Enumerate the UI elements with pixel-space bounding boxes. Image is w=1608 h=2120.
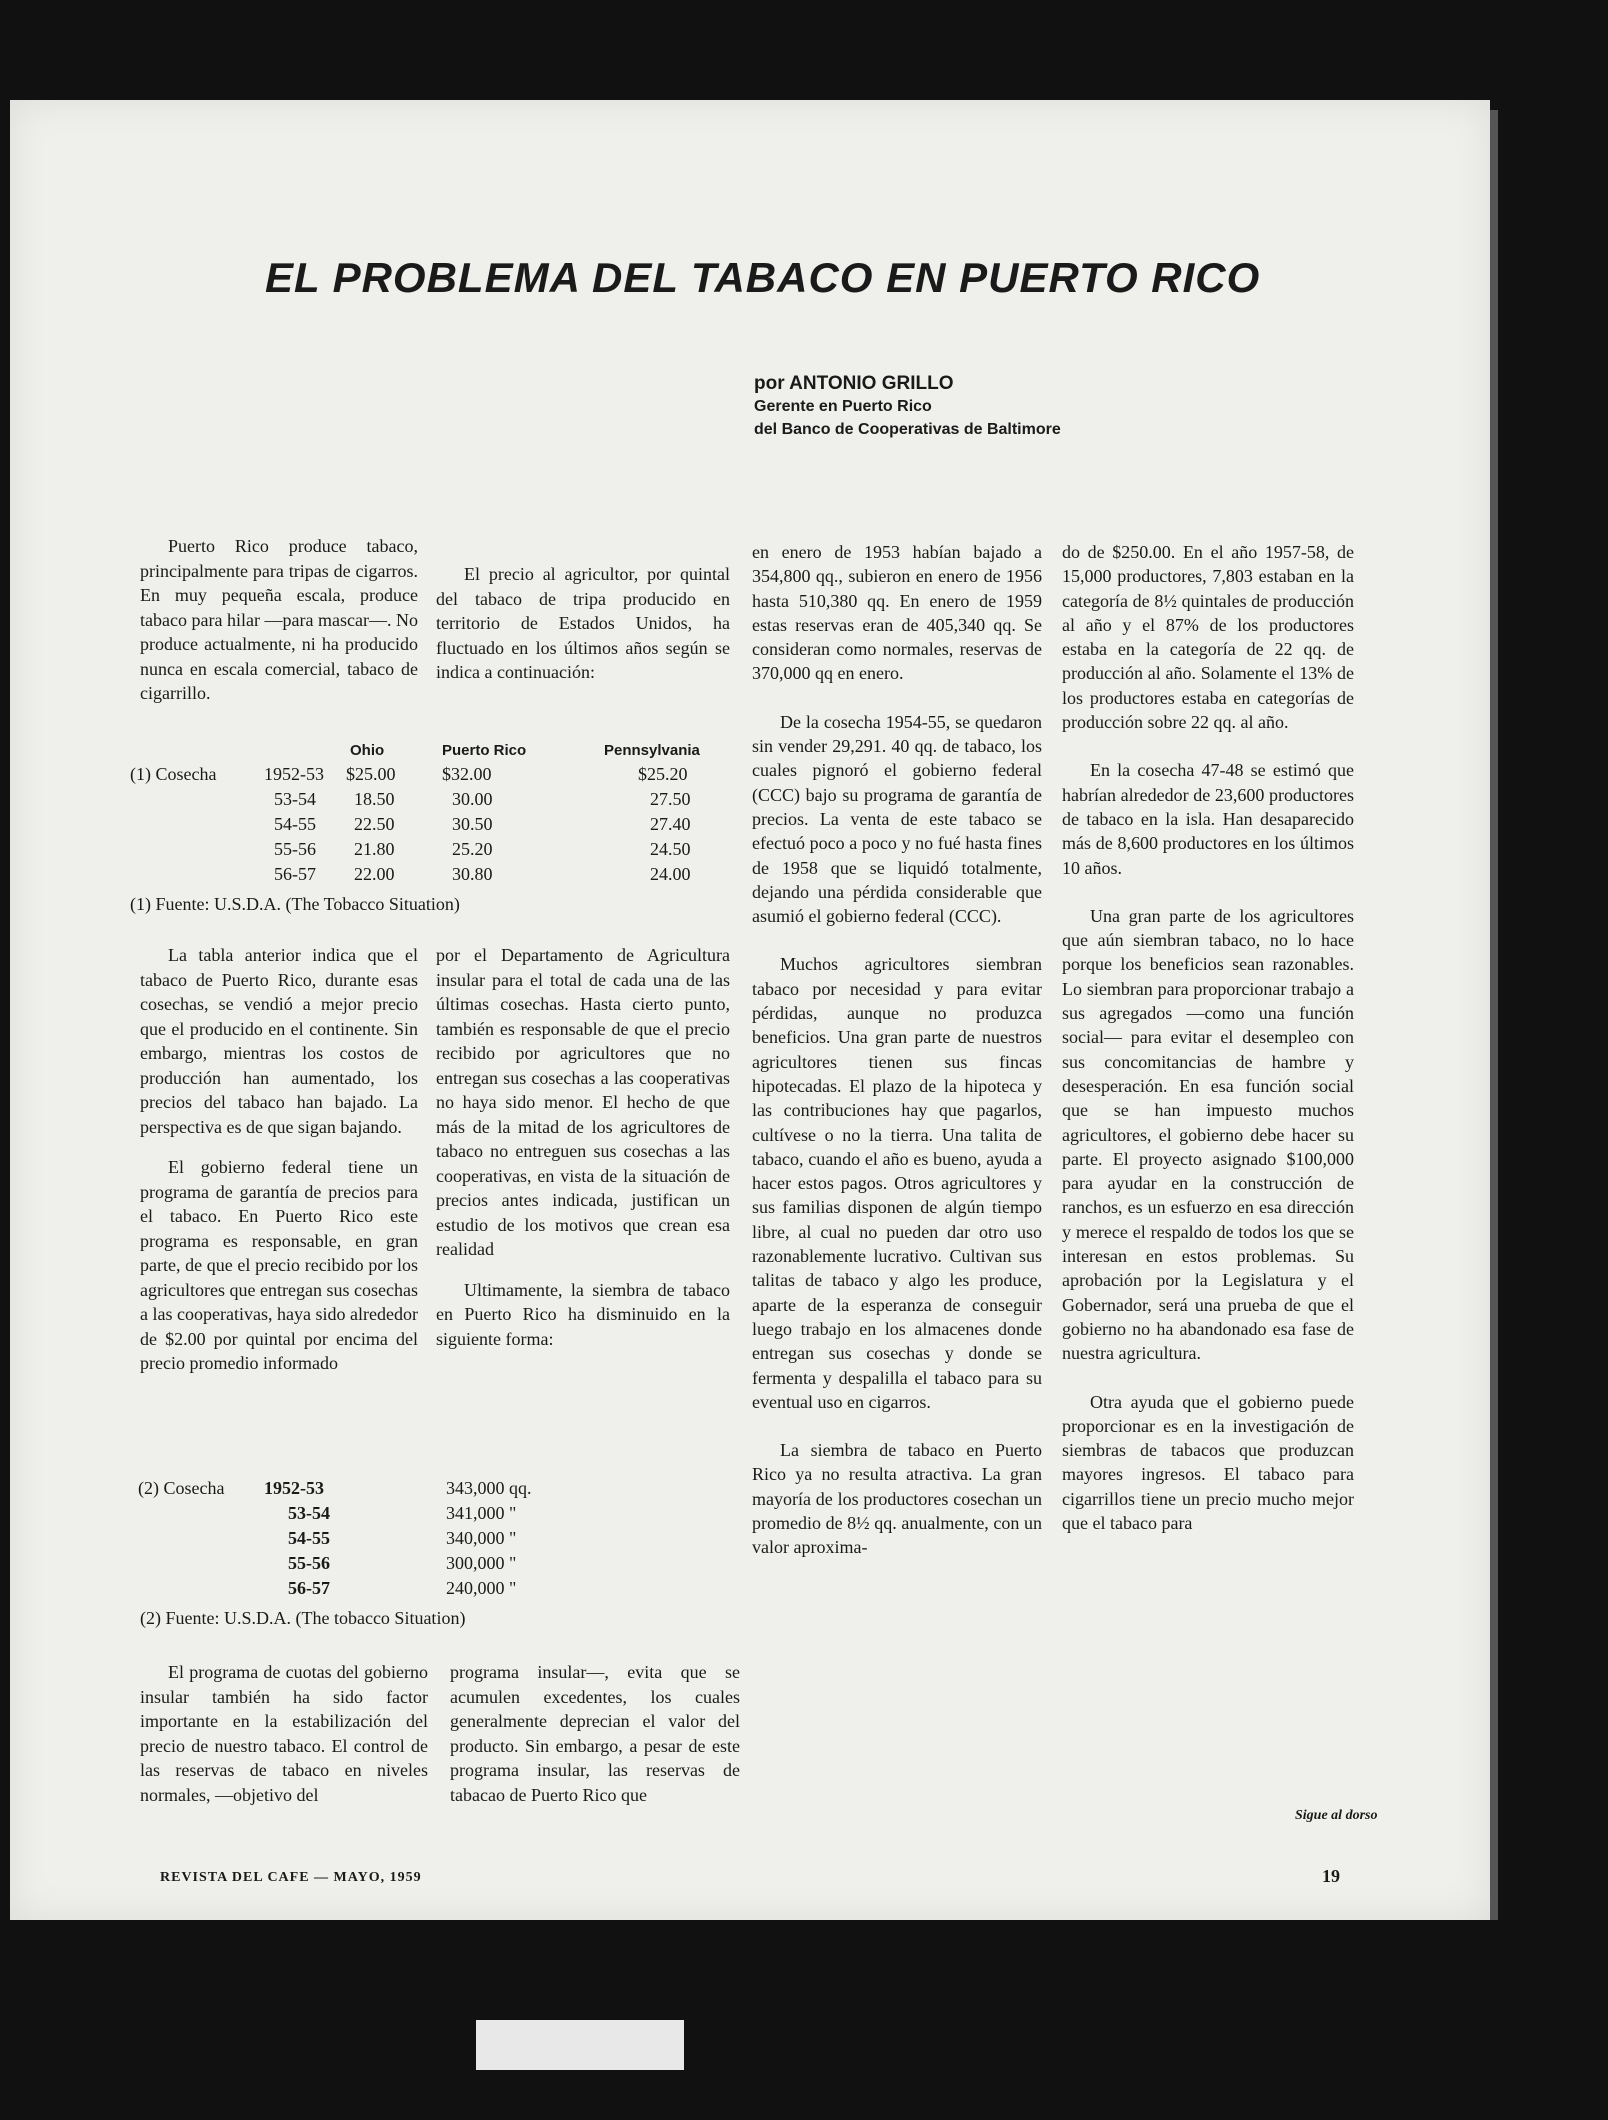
table-header-ohio: Ohio <box>350 742 385 759</box>
table-cell-ohio: 21.80 <box>354 839 395 859</box>
table-cell-pa: 27.50 <box>650 789 691 809</box>
paragraph: Una gran parte de los agricultores que aún siembran tabaco, no lo hace porque los beneficios sean razonables. Lo siembran para proporcionar trabajo a sus agregados —como una función social— para evitar el desempleo con sus concomitancias de hambre y desesperación. En esa función social que se han impuesto muchos agricultores, el gobierno debe hacer su parte. El proyecto asignado $100,000 para ayudar en la construcción de ranchos, es un esfuerzo en esa dirección y merece el respaldo de todos los que se interesan en estos problemas. Su aprobación por la Legislatura y el Gobernador, será una prueba de que el gobierno no ha abandonado esa fase de nuestra agricultura. <box>1062 905 1354 1364</box>
column-2-body <box>436 943 730 1351</box>
table-cell-year: 53-54 <box>288 1503 330 1523</box>
table-cell-ohio: 18.50 <box>354 789 395 809</box>
table-cell-pa: 24.00 <box>650 864 691 884</box>
author-org: del Banco de Cooperativas de Baltimore <box>754 421 1061 438</box>
column-4 <box>1062 540 1354 1535</box>
page-edge <box>1490 110 1498 1920</box>
paragraph: En la cosecha 47-48 se estimó que habrían alrededor de 23,600 productores de tabaco en la isla. Han desaparecido más de 8,600 productores en los últimos 10 años. <box>1062 760 1354 878</box>
author-role: Gerente en Puerto Rico <box>754 398 932 415</box>
table-cell-qty: 343,000 qq. <box>446 1478 532 1498</box>
paragraph: El gobierno federal tiene un programa de garantía de precios para el tabaco. En Puerto Rico este programa es responsable, en gran parte, de que el precio recibido por los agricultores que entregan sus cosechas a las cooperativas, haya sido alrededor de $2.00 por quintal por encima del precio promedio informado <box>140 1157 418 1373</box>
table-cell-qty: 300,000 " <box>446 1553 517 1573</box>
paragraph: do de $250.00. En el año 1957-58, de 15,000 productores, 7,803 estaban en la categoría de 8½ quintales de producción al año y el 87% de los productores estaba en la categoría de 22 qq. de producción al año. Solamente el 13% de los productores estaba en categorías de producción sobre 22 qq. al año. <box>1062 542 1354 733</box>
table-cell-pr: 25.20 <box>452 839 493 859</box>
page-number: 19 <box>1322 1866 1340 1886</box>
table-cell-year: 56-57 <box>288 1578 330 1598</box>
article-title: EL PROBLEMA DEL TABACO EN PUERTO RICO <box>265 254 1261 301</box>
table-cell-pa: 24.50 <box>650 839 691 859</box>
magazine-footer: REVISTA DEL CAFE — MAYO, 1959 <box>160 1870 422 1885</box>
table-source-note: (2) Fuente: U.S.D.A. (The tobacco Situation) <box>140 1608 466 1628</box>
paragraph: La tabla anterior indica que el tabaco de Puerto Rico, durante esas cosechas, se vendió a mejor precio que el producido en el continente. Sin embargo, mientras los costos de producción han aumentado, los precios del tabaco han bajado. La perspectiva es de que sigan bajando. <box>140 945 418 1137</box>
column-2-end <box>450 1660 740 1807</box>
paragraph: Otra ayuda que el gobierno puede proporcionar es en la investigación de siembras de tabacos que produzcan mayores ingresos. El tabaco para cigarrillos tiene un precio mucho mejor que el tabaco para <box>1062 1391 1354 1533</box>
table-cell-qty: 341,000 " <box>446 1503 517 1523</box>
column-1-body <box>140 943 418 1376</box>
column-1-end <box>140 1660 428 1807</box>
table-cell-ohio: 22.50 <box>354 814 395 834</box>
paragraph: Muchos agricultores siembran tabaco por necesidad y para evitar pérdidas, aunque no produzca beneficios. Una gran parte de nuestros agricultores tienen sus fincas hipotecadas. El plazo de la hipoteca y las contribuciones hay que pagarlos, cultívese o no la tierra. Una talita de tabaco, cuando el año es bueno, ayuda a hacer estos pagos. Otros agricultores y sus familias disponen de algún tiempo libre, al cual no pueden dar otro uso razonablemente lucrativo. Cultivan sus talitas de tabaco y algo les produce, aparte de la esperanza de conseguir luego trabajo en los almacenes donde entregan sus cosechas y donde se fermenta y despalilla el tabaco para su eventual uso en cigarros. <box>752 954 1042 1412</box>
paragraph: en enero de 1953 habían bajado a 354,800 qq., subieron en enero de 1956 hasta 510,380 qq. En enero de 1959 estas reservas eran de 405,340 qq. Se consideran como normales, reservas de 370,000 qq en enero. <box>752 542 1042 684</box>
table-cell-pa: $25.20 <box>638 764 688 784</box>
table-cell-pr: $32.00 <box>442 764 492 784</box>
table-cell-year: 54-55 <box>274 814 316 834</box>
paragraph: De la cosecha 1954-55, se quedaron sin vender 29,291. 40 qq. de tabaco, los cuales pignoró el gobierno federal (CCC) bajo su programa de garantía de precios. La venta de este tabaco se efectuó poco a poco y no fué hasta fines de 1958 que se liquidó totalmente, dejando una pérdida considerable que asumió el gobierno federal (CCC). <box>752 711 1042 927</box>
table-cell-qty: 340,000 " <box>446 1528 517 1548</box>
table-cell-year: 54-55 <box>288 1528 330 1548</box>
table-cell-ohio: 22.00 <box>354 864 395 884</box>
column-1-intro <box>140 534 418 706</box>
paragraph: Ultimamente, la siembra de tabaco en Puerto Rico ha disminuido en la siguiente forma: <box>436 1279 730 1349</box>
table-label: (1) Cosecha <box>130 764 217 784</box>
column-2-intro <box>436 562 730 685</box>
paragraph: programa insular—, evita que se acumulen excedentes, los cuales generalmente deprecian el valor del producto. Sin embargo, a pesar de este programa insular, las reservas de tabacao de Puerto Rico que <box>450 1662 740 1805</box>
byline <box>754 372 1254 441</box>
paragraph: El precio al agricultor, por quintal del tabaco de tripa producido en territorio de Estados Unidos, ha fluctuado en los últimos años según se indica a continuación: <box>436 564 730 682</box>
table-cell-year: 1952-53 <box>264 1478 324 1498</box>
table-label: (2) Cosecha <box>138 1478 225 1498</box>
table-cell-pr: 30.50 <box>452 814 493 834</box>
column-3 <box>752 540 1042 1560</box>
price-table <box>128 738 748 918</box>
table-header-puerto-rico: Puerto Rico <box>442 742 527 759</box>
paragraph: El programa de cuotas del gobierno insular también ha sido factor importante en la estabilización del precio de nuestro tabaco. El control de las reservas de tabaco en niveles normales, —objetivo del <box>140 1662 428 1805</box>
scan-tab <box>476 2020 684 2070</box>
table-header-pennsylvania: Pennsylvania <box>604 742 700 759</box>
paragraph: La siembra de tabaco en Puerto Rico ya no resulta atractiva. La gran mayoría de los productores cosechan un promedio de 8½ qq. anualmente, con un valor aproxima- <box>752 1440 1042 1558</box>
paragraph: por el Departamento de Agricultura insular para el total de cada una de las últimas cosechas. Hasta cierto punto, también es responsable de que el precio recibido por agricultores que no entregan sus cosechas a las cooperativas no haya sido menor. El hecho de que más de la mitad de los agricultores de tabaco no entreguen sus cosechas a las cooperativas, en vista de la situación de precios antes indicada, justifican un estudio de los motivos que crean esa realidad <box>436 945 730 1259</box>
continued-note: Sigue al dorso <box>1295 1808 1378 1823</box>
author: por ANTONIO GRILLO <box>754 373 954 394</box>
harvest-table <box>136 1478 736 1608</box>
table-cell-ohio: $25.00 <box>346 764 396 784</box>
table-cell-year: 55-56 <box>274 839 316 859</box>
table-source-note: (1) Fuente: U.S.D.A. (The Tobacco Situation) <box>130 894 460 914</box>
table-cell-pr: 30.00 <box>452 789 493 809</box>
table-cell-year: 55-56 <box>288 1553 330 1573</box>
table-cell-year: 56-57 <box>274 864 316 884</box>
table-cell-year: 1952-53 <box>264 764 324 784</box>
table-cell-year: 53-54 <box>274 789 316 809</box>
paragraph: Puerto Rico produce tabaco, principalmente para tripas de cigarros. En muy pequeña escala, produce tabaco para hilar —para mascar—. No produce actualmente, ni ha producido nunca en escala comercial, tabaco de cigarrillo. <box>140 536 418 703</box>
table-cell-pa: 27.40 <box>650 814 691 834</box>
table-cell-qty: 240,000 " <box>446 1578 517 1598</box>
table-cell-pr: 30.80 <box>452 864 493 884</box>
